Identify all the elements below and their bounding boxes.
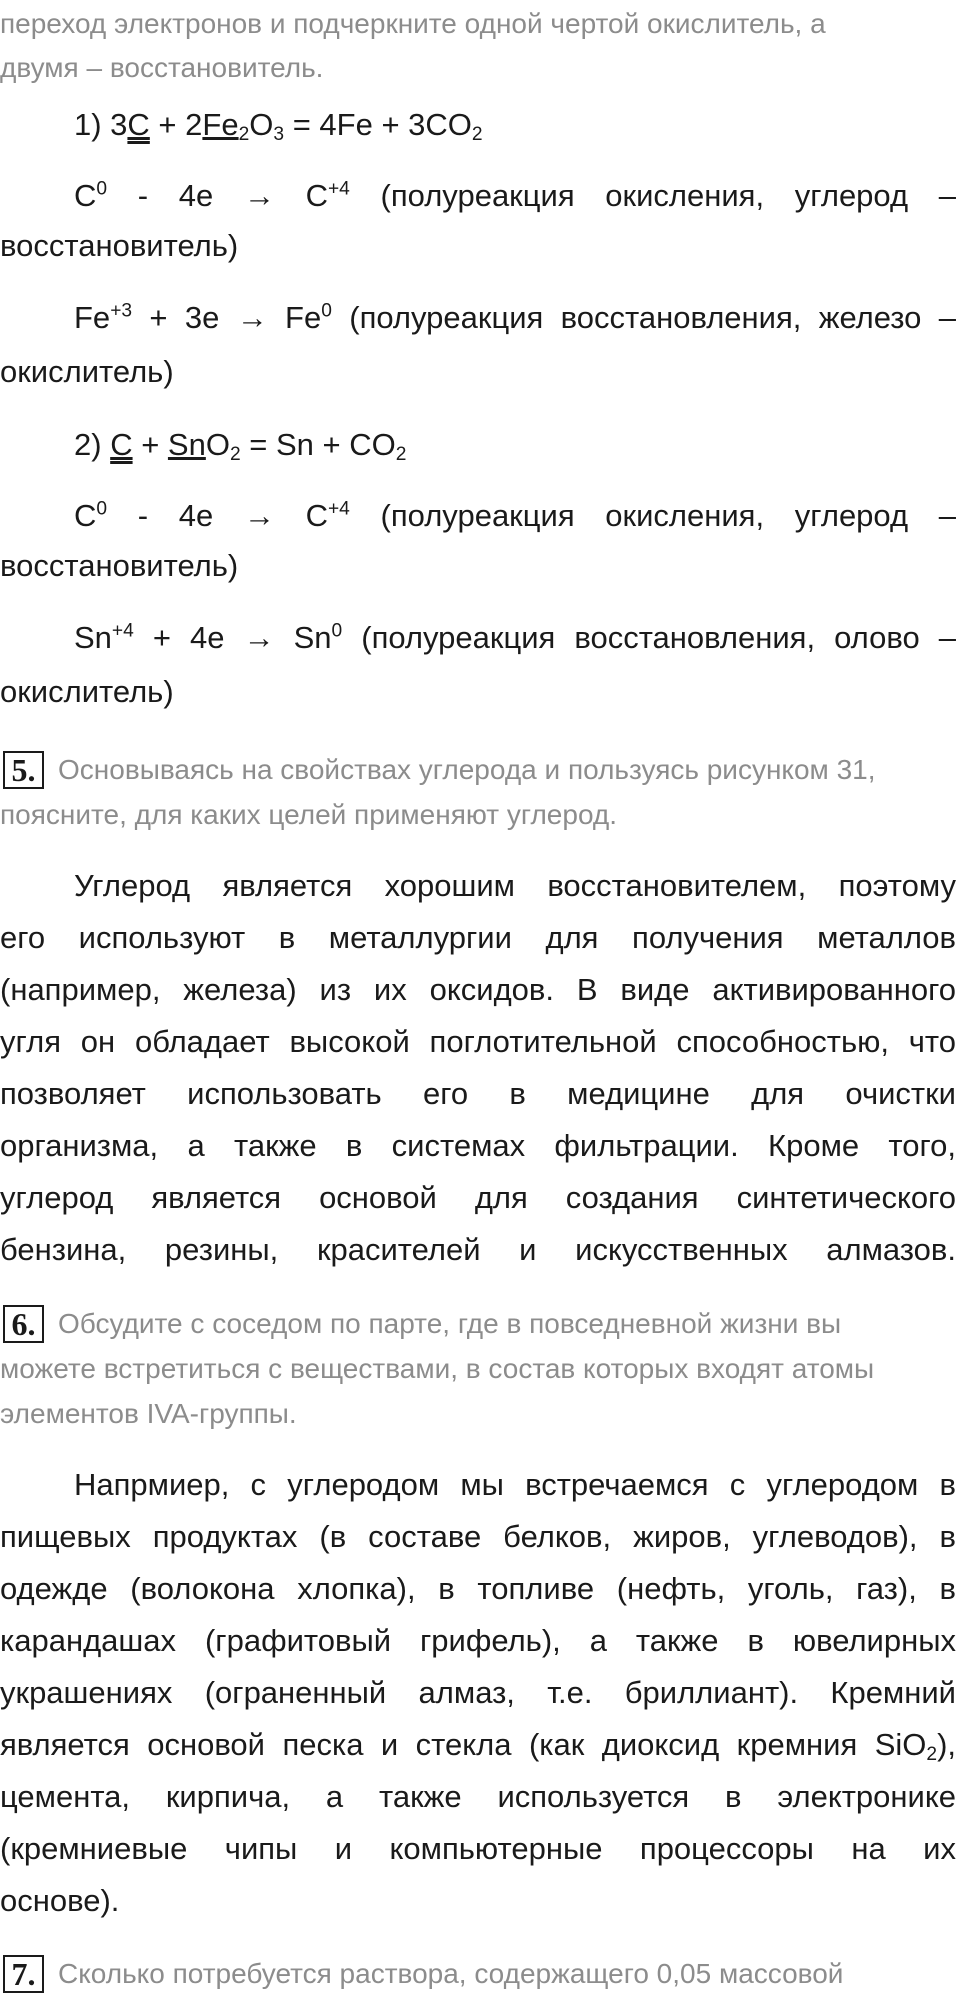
question-6-text-2: можете встретиться с веществами, в состав которых входят атомы: [0, 1353, 875, 1384]
reaction-2-sub-a: 2: [229, 443, 241, 465]
r1-ox-sup4: +4: [327, 178, 350, 200]
reaction-1-oxidation-cont: восстановитель): [0, 228, 239, 263]
question-6-text-3: элементов IVA-группы.: [0, 1398, 297, 1429]
answer-6-line-6: [0, 1727, 956, 1763]
reaction-2-sub-b: 2: [395, 443, 407, 465]
reaction-1-oxidizer-symbol: Fe: [202, 107, 239, 142]
answer-6-sio2-text: является основой песка и стекла (как диоксид кремния SiO: [0, 1727, 927, 1762]
reaction-2-reduction-line: [74, 620, 956, 656]
r2-ox-c: (полуреакция окисления, углерод –: [349, 498, 956, 533]
r2-ox-b: - 4e → C: [107, 498, 328, 533]
question-5-text-1: Основываясь на свойствах углерода и пользуясь рисунком 31,: [58, 754, 876, 785]
reaction-1-products: = 4Fe + 3CO: [284, 107, 472, 142]
reaction-1-sub-a: 2: [238, 123, 250, 145]
reaction-2-number: 2): [74, 427, 111, 462]
r2-red-sup4: +4: [111, 620, 134, 642]
answer-5-line-3: (например, железа) из их оксидов. В виде активированного: [0, 972, 956, 1007]
question-7-number: 7.: [3, 1955, 44, 1993]
r1-ox-c: (полуреакция окисления, углерод –: [349, 178, 956, 213]
reaction-2-mid: +: [132, 427, 168, 462]
reaction-1-oxygen: O: [249, 107, 274, 142]
reaction-2-equation: [74, 427, 406, 463]
answer-6-line-7: цемента, кирпича, а также используется в электронике: [0, 1779, 956, 1814]
r1-ox-sup0: 0: [96, 178, 108, 200]
answer-5-line-4: угля он обладает высокой поглотительной способностью, что: [0, 1024, 956, 1059]
r1-red-sup3: +3: [110, 300, 133, 322]
reaction-1-reduction-cont: окислитель): [0, 354, 174, 389]
r2-ox-a: C: [74, 498, 97, 533]
question-5-text-2: поясните, для каких целей применяют углерод.: [0, 799, 618, 830]
reaction-1-reducer: C: [127, 107, 150, 142]
r2-red-sup0: 0: [331, 620, 343, 642]
answer-6-line-1: Напрмиер, с углеродом мы встречаемся с углеродом в: [74, 1467, 956, 1502]
r2-red-b: + 4e → Sn: [133, 620, 332, 655]
question-5-number: 5.: [3, 751, 44, 789]
r2-red-c: (полуреакция восстановления, олово –: [342, 620, 956, 655]
answer-6-line-3: одежде (волокона хлопка), в топливе (нефть, уголь, газ), в: [0, 1571, 956, 1606]
reaction-1-sub-c: 2: [471, 123, 483, 145]
r1-red-c: (полуреакция восстановления, железо –: [331, 300, 956, 335]
reaction-1-mid: + 2: [149, 107, 203, 142]
answer-5-line-6: организма, а также в системах фильтрации. Кроме того,: [0, 1128, 956, 1163]
r1-red-a: Fe: [74, 300, 111, 335]
reaction-1-reduction-line: [74, 300, 956, 336]
reaction-2-oxidation-line: [74, 498, 956, 534]
intro-line-1: переход электронов и подчеркните одной чертой окислитель, а: [0, 8, 826, 39]
answer-6-line-4: карандашах (графитовый грифель), а также в ювелирных: [0, 1623, 956, 1658]
question-6-number: 6.: [3, 1305, 44, 1343]
answer-6-line-8: (кремниевые чипы и компьютерные процессоры на их: [0, 1831, 956, 1866]
r2-ox-sup0: 0: [96, 498, 108, 520]
answer-5-line-1: Углерод является хорошим восстановителем, поэтому: [74, 868, 956, 903]
reaction-2-reducer: C: [110, 427, 133, 462]
answer-5-line-8: бензина, резины, красителей и искусственных алмазов.: [0, 1232, 956, 1267]
r1-red-sup0: 0: [321, 300, 332, 322]
r2-red-a: Sn: [74, 620, 112, 655]
reaction-1-equation: [74, 107, 483, 143]
answer-6-line-2: пищевых продуктах (в составе белков, жиров, углеводов), в: [0, 1519, 956, 1554]
reaction-2-reduction-cont: окислитель): [0, 674, 174, 709]
answer-6-line-9: основе).: [0, 1883, 120, 1918]
reaction-1-oxidizer: [202, 107, 238, 142]
r1-red-b: + 3e → Fe: [132, 300, 322, 335]
r2-ox-sup4: +4: [327, 498, 350, 520]
reaction-2-products: = Sn + CO: [240, 427, 396, 462]
question-7-text-1: Сколько потребуется раствора, содержащего 0,05 массовой: [58, 1958, 844, 1989]
answer-6-line-5: украшениях (ограненный алмаз, т.е. бриллиант). Кремний: [0, 1675, 956, 1710]
r1-ox-a: C: [74, 178, 97, 213]
reaction-1-number: 1) 3: [74, 107, 128, 142]
answer-6-sio2-close: ),: [937, 1727, 956, 1762]
answer-6-sio2-sub: 2: [926, 1743, 938, 1765]
r1-ox-b: - 4e → C: [107, 178, 328, 213]
reaction-2-oxygen: O: [205, 427, 230, 462]
answer-5-line-7: углерод является основой для создания синтетического: [0, 1180, 956, 1215]
reaction-1-sub-b: 3: [273, 123, 285, 145]
reaction-2-oxidation-cont: восстановитель): [0, 548, 239, 583]
answer-5-line-2: его используют в металлургии для получения металлов: [0, 920, 956, 955]
intro-line-2: двумя – восстановитель.: [0, 52, 324, 83]
reaction-1-oxidation-line: [74, 178, 956, 214]
answer-5-line-5: позволяет использовать его в медицине для очистки: [0, 1076, 956, 1111]
question-6-text-1: Обсудите с соседом по парте, где в повседневной жизни вы: [58, 1308, 842, 1339]
reaction-2-oxidizer: Sn: [167, 427, 206, 462]
